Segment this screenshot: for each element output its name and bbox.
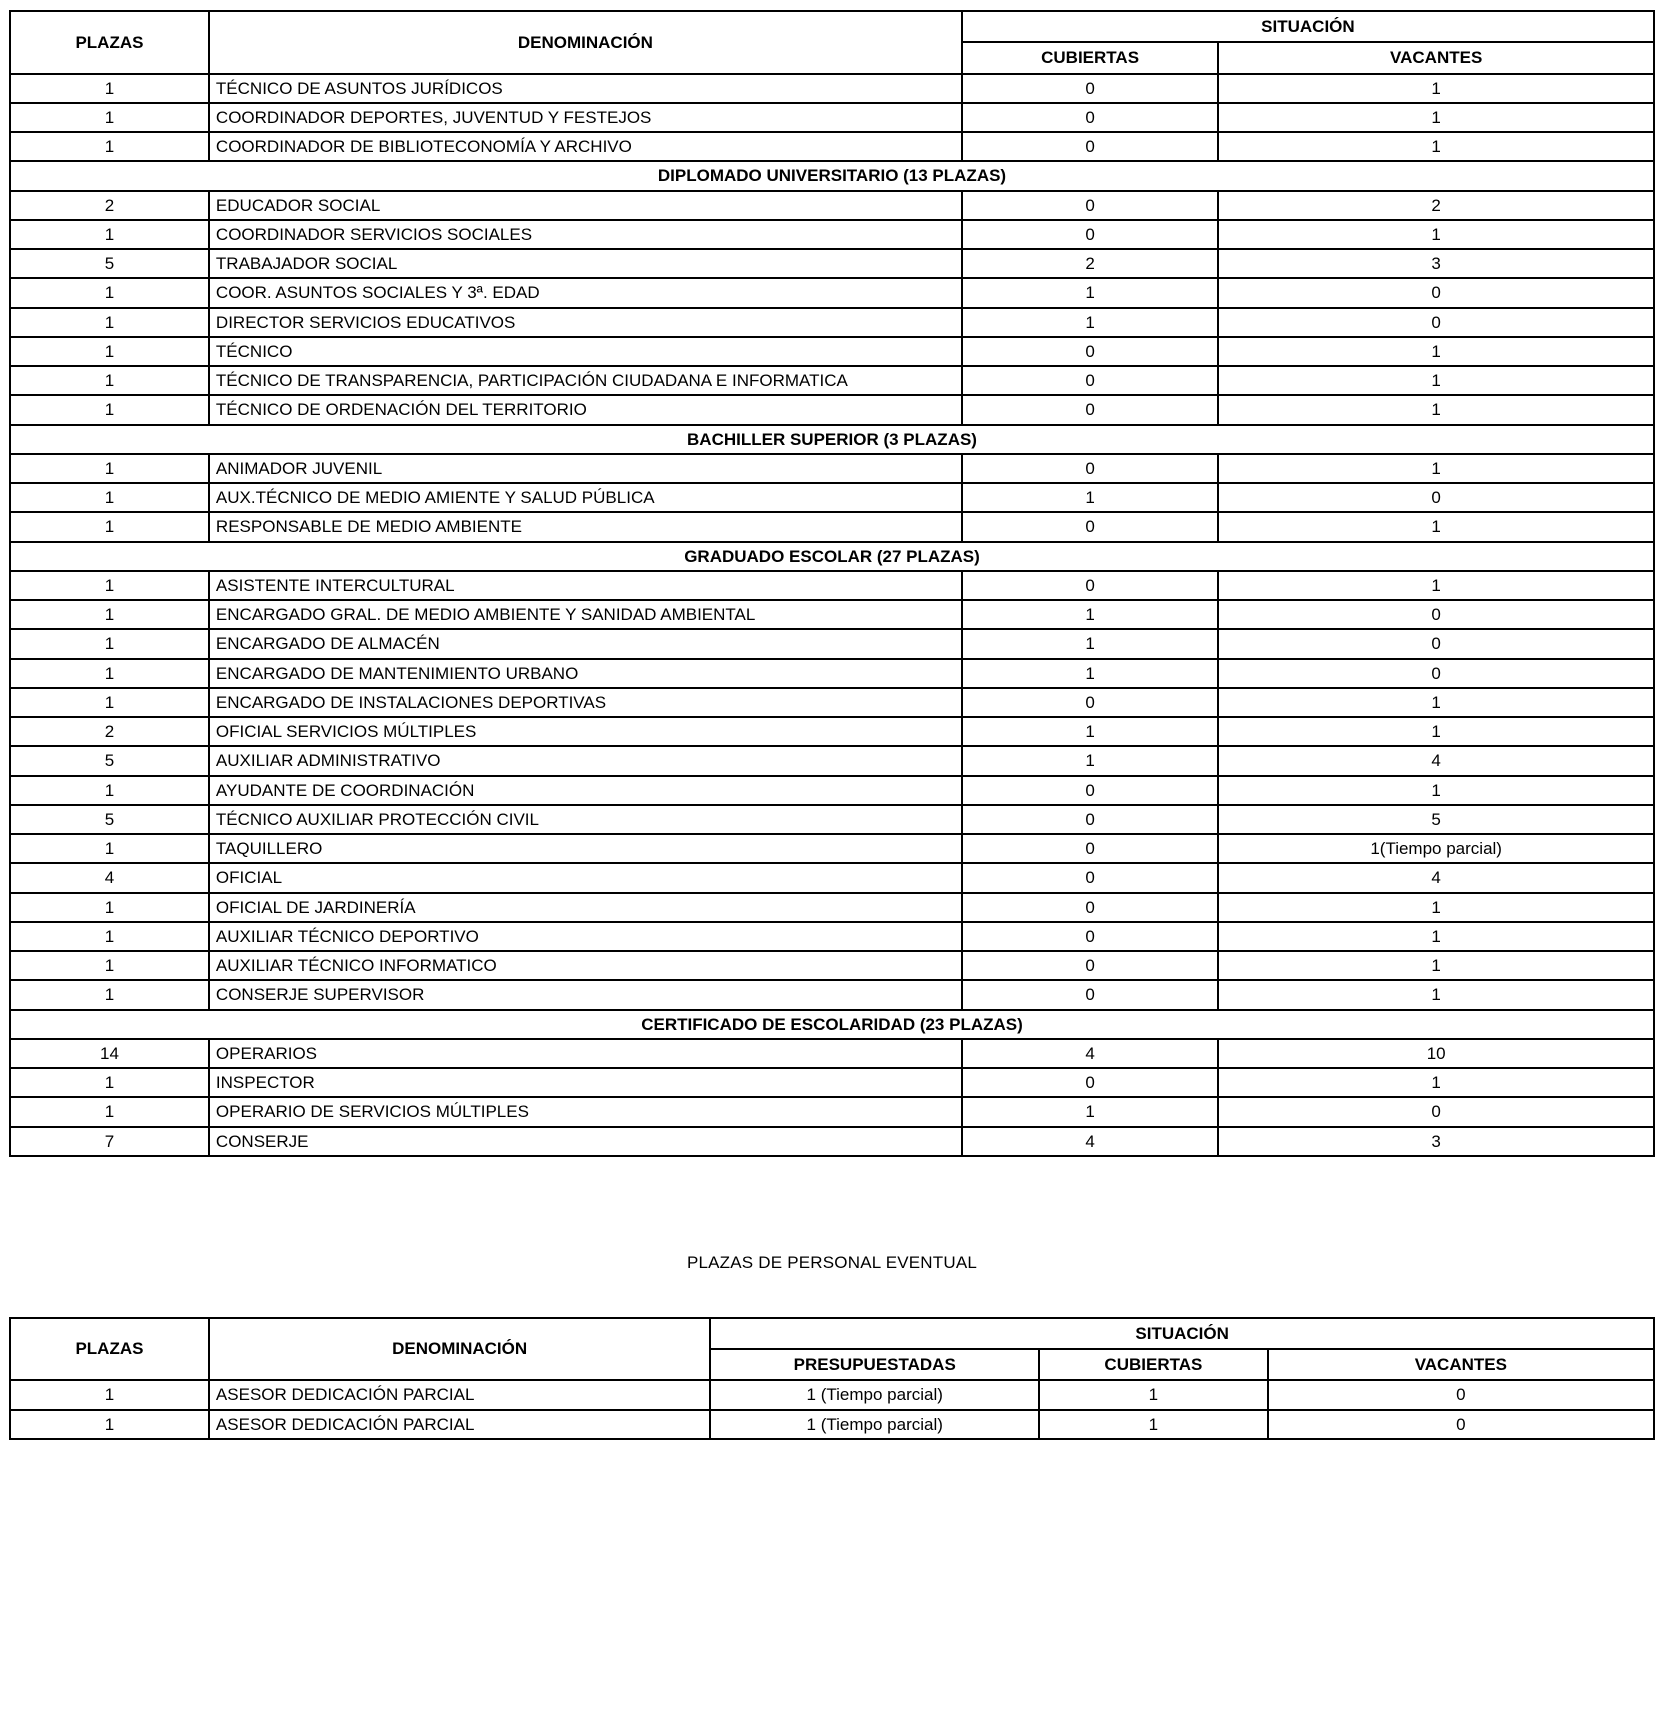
cell-cubiertas: 0 xyxy=(962,132,1218,161)
cell-denominacion: INSPECTOR xyxy=(209,1068,962,1097)
table-row xyxy=(10,1039,1654,1068)
cell-denominacion: ANIMADOR JUVENIL xyxy=(209,454,962,483)
table-row xyxy=(10,863,1654,892)
cell-plazas: 1 xyxy=(10,834,209,863)
cell-denominacion: ENCARGADO DE INSTALACIONES DEPORTIVAS xyxy=(209,688,962,717)
section-row xyxy=(10,1010,1654,1039)
cell-denominacion: ASESOR DEDICACIÓN PARCIAL xyxy=(209,1410,710,1439)
table-row xyxy=(10,366,1654,395)
cell-plazas: 1 xyxy=(10,980,209,1009)
cell-plazas: 1 xyxy=(10,1380,209,1409)
cell-plazas: 1 xyxy=(10,1097,209,1126)
cell-cubiertas: 0 xyxy=(962,366,1218,395)
cell-cubiertas: 1 xyxy=(962,308,1218,337)
cell-denominacion: ASESOR DEDICACIÓN PARCIAL xyxy=(209,1380,710,1409)
cell-denominacion: EDUCADOR SOCIAL xyxy=(209,191,962,220)
cell-plazas: 7 xyxy=(10,1127,209,1156)
table-row xyxy=(10,688,1654,717)
cell-cubiertas: 0 xyxy=(962,191,1218,220)
table-row xyxy=(10,600,1654,629)
cell-cubiertas: 0 xyxy=(962,512,1218,541)
col-header-vacantes: VACANTES xyxy=(1268,1349,1654,1380)
cell-denominacion: OFICIAL xyxy=(209,863,962,892)
cell-plazas: 1 xyxy=(10,951,209,980)
cell-denominacion: TÉCNICO xyxy=(209,337,962,366)
table-row xyxy=(10,746,1654,775)
cell-denominacion: TÉCNICO DE ASUNTOS JURÍDICOS xyxy=(209,74,962,103)
cell-plazas: 14 xyxy=(10,1039,209,1068)
cell-cubiertas: 0 xyxy=(962,776,1218,805)
staff-table-header xyxy=(10,11,1654,74)
cell-cubiertas: 1 xyxy=(962,278,1218,307)
cell-cubiertas: 0 xyxy=(962,571,1218,600)
cell-denominacion: COOR. ASUNTOS SOCIALES Y 3ª. EDAD xyxy=(209,278,962,307)
cell-denominacion: OFICIAL DE JARDINERÍA xyxy=(209,893,962,922)
eventual-positions-table xyxy=(9,1317,1655,1440)
cell-denominacion: DIRECTOR SERVICIOS EDUCATIVOS xyxy=(209,308,962,337)
cell-vacantes: 1 xyxy=(1218,395,1654,424)
table-row xyxy=(10,220,1654,249)
cell-cubiertas: 4 xyxy=(962,1039,1218,1068)
table-row xyxy=(10,1410,1654,1439)
cell-vacantes: 1 xyxy=(1218,571,1654,600)
cell-vacantes: 1 xyxy=(1218,132,1654,161)
cell-plazas: 1 xyxy=(10,629,209,658)
cell-vacantes: 3 xyxy=(1218,249,1654,278)
table-row xyxy=(10,395,1654,424)
cell-plazas: 1 xyxy=(10,337,209,366)
cell-denominacion: RESPONSABLE DE MEDIO AMBIENTE xyxy=(209,512,962,541)
cell-vacantes: 0 xyxy=(1218,483,1654,512)
table-row xyxy=(10,776,1654,805)
table-row xyxy=(10,1380,1654,1409)
cell-cubiertas: 4 xyxy=(962,1127,1218,1156)
table-row xyxy=(10,1127,1654,1156)
cell-denominacion: TÉCNICO DE ORDENACIÓN DEL TERRITORIO xyxy=(209,395,962,424)
cell-plazas: 1 xyxy=(10,922,209,951)
cell-cubiertas: 1 xyxy=(962,629,1218,658)
cell-cubiertas: 1 xyxy=(962,659,1218,688)
table-row xyxy=(10,834,1654,863)
cell-vacantes: 0 xyxy=(1218,278,1654,307)
cell-plazas: 1 xyxy=(10,600,209,629)
cell-vacantes: 0 xyxy=(1268,1380,1654,1409)
cell-denominacion: TÉCNICO AUXILIAR PROTECCIÓN CIVIL xyxy=(209,805,962,834)
cell-denominacion: COORDINADOR SERVICIOS SOCIALES xyxy=(209,220,962,249)
table-row xyxy=(10,1097,1654,1126)
cell-plazas: 1 xyxy=(10,1068,209,1097)
cell-cubiertas: 0 xyxy=(962,688,1218,717)
cell-cubiertas: 0 xyxy=(962,922,1218,951)
cell-cubiertas: 0 xyxy=(962,980,1218,1009)
cell-cubiertas: 0 xyxy=(962,1068,1218,1097)
cell-plazas: 1 xyxy=(10,1410,209,1439)
cell-plazas: 1 xyxy=(10,893,209,922)
cell-vacantes: 1 xyxy=(1218,893,1654,922)
cell-vacantes: 1 xyxy=(1218,980,1654,1009)
cell-cubiertas: 0 xyxy=(962,951,1218,980)
cell-vacantes: 1 xyxy=(1218,366,1654,395)
col-header-plazas: PLAZAS xyxy=(10,1318,209,1381)
cell-plazas: 1 xyxy=(10,776,209,805)
cell-vacantes: 1 xyxy=(1218,512,1654,541)
col-header-situacion: SITUACIÓN xyxy=(962,11,1654,42)
cell-cubiertas: 0 xyxy=(962,395,1218,424)
col-header-denominacion: DENOMINACIÓN xyxy=(209,1318,710,1381)
cell-presupuestadas: 1 (Tiempo parcial) xyxy=(710,1380,1039,1409)
cell-plazas: 2 xyxy=(10,717,209,746)
cell-vacantes: 1 xyxy=(1218,103,1654,132)
cell-plazas: 4 xyxy=(10,863,209,892)
cell-cubiertas: 0 xyxy=(962,74,1218,103)
cell-denominacion: TAQUILLERO xyxy=(209,834,962,863)
table-row xyxy=(10,659,1654,688)
cell-plazas: 1 xyxy=(10,483,209,512)
cell-plazas: 1 xyxy=(10,366,209,395)
cell-vacantes: 10 xyxy=(1218,1039,1654,1068)
cell-vacantes: 3 xyxy=(1218,1127,1654,1156)
table-row xyxy=(10,454,1654,483)
cell-denominacion: TRABAJADOR SOCIAL xyxy=(209,249,962,278)
cell-plazas: 1 xyxy=(10,103,209,132)
table-row xyxy=(10,980,1654,1009)
cell-vacantes: 0 xyxy=(1218,629,1654,658)
cell-vacantes: 1 xyxy=(1218,951,1654,980)
cell-vacantes: 0 xyxy=(1268,1410,1654,1439)
cell-cubiertas: 1 xyxy=(1039,1410,1268,1439)
cell-plazas: 1 xyxy=(10,278,209,307)
cell-denominacion: OPERARIOS xyxy=(209,1039,962,1068)
col-header-denominacion: DENOMINACIÓN xyxy=(209,11,962,74)
cell-denominacion: AUXILIAR TÉCNICO INFORMATICO xyxy=(209,951,962,980)
eventual-section-title: PLAZAS DE PERSONAL EVENTUAL xyxy=(686,1252,978,1272)
cell-vacantes: 1 xyxy=(1218,74,1654,103)
section-label: CERTIFICADO DE ESCOLARIDAD (23 PLAZAS) xyxy=(10,1010,1654,1039)
cell-cubiertas: 0 xyxy=(962,834,1218,863)
staff-table-body xyxy=(10,74,1654,1156)
cell-plazas: 1 xyxy=(10,688,209,717)
cell-cubiertas: 0 xyxy=(962,893,1218,922)
table-row xyxy=(10,337,1654,366)
table-row xyxy=(10,249,1654,278)
cell-denominacion: OPERARIO DE SERVICIOS MÚLTIPLES xyxy=(209,1097,962,1126)
cell-cubiertas: 1 xyxy=(962,717,1218,746)
cell-presupuestadas: 1 (Tiempo parcial) xyxy=(710,1410,1039,1439)
header-row-1 xyxy=(10,11,1654,42)
cell-plazas: 5 xyxy=(10,249,209,278)
cell-plazas: 1 xyxy=(10,659,209,688)
table-row xyxy=(10,951,1654,980)
cell-cubiertas: 0 xyxy=(962,805,1218,834)
cell-cubiertas: 0 xyxy=(962,863,1218,892)
cell-denominacion: ENCARGADO DE MANTENIMIENTO URBANO xyxy=(209,659,962,688)
table-row xyxy=(10,717,1654,746)
cell-vacantes: 0 xyxy=(1218,1097,1654,1126)
table-row xyxy=(10,805,1654,834)
cell-plazas: 1 xyxy=(10,512,209,541)
cell-vacantes: 1 xyxy=(1218,717,1654,746)
section-label: GRADUADO ESCOLAR (27 PLAZAS) xyxy=(10,542,1654,571)
col-header-cubiertas: CUBIERTAS xyxy=(1039,1349,1268,1380)
cell-plazas: 1 xyxy=(10,395,209,424)
cell-vacantes: 1 xyxy=(1218,454,1654,483)
cell-cubiertas: 0 xyxy=(962,220,1218,249)
col-header-cubiertas: CUBIERTAS xyxy=(962,42,1218,73)
cell-cubiertas: 1 xyxy=(962,600,1218,629)
eventual-table-header xyxy=(10,1318,1654,1381)
col-header-plazas: PLAZAS xyxy=(10,11,209,74)
cell-plazas: 5 xyxy=(10,746,209,775)
cell-denominacion: ENCARGADO GRAL. DE MEDIO AMBIENTE Y SANIDAD AMBIENTAL xyxy=(209,600,962,629)
cell-vacantes: 0 xyxy=(1218,600,1654,629)
cell-vacantes: 5 xyxy=(1218,805,1654,834)
col-header-situacion: SITUACIÓN xyxy=(710,1318,1654,1349)
cell-denominacion: CONSERJE xyxy=(209,1127,962,1156)
header-row-1 xyxy=(10,1318,1654,1349)
cell-vacantes: 1 xyxy=(1218,688,1654,717)
cell-plazas: 1 xyxy=(10,74,209,103)
cell-vacantes: 4 xyxy=(1218,863,1654,892)
cell-plazas: 1 xyxy=(10,308,209,337)
cell-vacantes: 2 xyxy=(1218,191,1654,220)
cell-vacantes: 1(Tiempo parcial) xyxy=(1218,834,1654,863)
cell-denominacion: OFICIAL SERVICIOS MÚLTIPLES xyxy=(209,717,962,746)
section-row xyxy=(10,542,1654,571)
section-label: BACHILLER SUPERIOR (3 PLAZAS) xyxy=(10,425,1654,454)
cell-plazas: 5 xyxy=(10,805,209,834)
col-header-vacantes: VACANTES xyxy=(1218,42,1654,73)
col-header-presupuestadas: PRESUPUESTADAS xyxy=(710,1349,1039,1380)
cell-cubiertas: 1 xyxy=(1039,1380,1268,1409)
table-row xyxy=(10,1068,1654,1097)
table-row xyxy=(10,512,1654,541)
cell-vacantes: 0 xyxy=(1218,308,1654,337)
section-row xyxy=(10,425,1654,454)
cell-denominacion: COORDINADOR DE BIBLIOTECONOMÍA Y ARCHIVO xyxy=(209,132,962,161)
table-row xyxy=(10,103,1654,132)
cell-denominacion: COORDINADOR DEPORTES, JUVENTUD Y FESTEJOS xyxy=(209,103,962,132)
cell-denominacion: AYUDANTE DE COORDINACIÓN xyxy=(209,776,962,805)
table-row xyxy=(10,74,1654,103)
table-row xyxy=(10,893,1654,922)
section-row xyxy=(10,161,1654,190)
cell-denominacion: ENCARGADO DE ALMACÉN xyxy=(209,629,962,658)
cell-cubiertas: 1 xyxy=(962,746,1218,775)
table-row xyxy=(10,308,1654,337)
table-row xyxy=(10,922,1654,951)
cell-vacantes: 1 xyxy=(1218,337,1654,366)
cell-vacantes: 1 xyxy=(1218,776,1654,805)
cell-cubiertas: 0 xyxy=(962,337,1218,366)
cell-denominacion: TÉCNICO DE TRANSPARENCIA, PARTICIPACIÓN CIUDADANA E INFORMATICA xyxy=(209,366,962,395)
eventual-table-body xyxy=(10,1380,1654,1439)
table-row xyxy=(10,278,1654,307)
cell-vacantes: 4 xyxy=(1218,746,1654,775)
cell-denominacion: AUXILIAR ADMINISTRATIVO xyxy=(209,746,962,775)
table-row xyxy=(10,191,1654,220)
cell-vacantes: 1 xyxy=(1218,220,1654,249)
cell-denominacion: CONSERJE SUPERVISOR xyxy=(209,980,962,1009)
cell-cubiertas: 0 xyxy=(962,454,1218,483)
cell-denominacion: AUXILIAR TÉCNICO DEPORTIVO xyxy=(209,922,962,951)
cell-plazas: 1 xyxy=(10,220,209,249)
cell-plazas: 1 xyxy=(10,454,209,483)
cell-cubiertas: 2 xyxy=(962,249,1218,278)
cell-vacantes: 0 xyxy=(1218,659,1654,688)
cell-plazas: 1 xyxy=(10,571,209,600)
cell-cubiertas: 1 xyxy=(962,483,1218,512)
cell-denominacion: AUX.TÉCNICO DE MEDIO AMIENTE Y SALUD PÚBLICA xyxy=(209,483,962,512)
cell-vacantes: 1 xyxy=(1218,922,1654,951)
table-row xyxy=(10,483,1654,512)
table-row xyxy=(10,571,1654,600)
cell-vacantes: 1 xyxy=(1218,1068,1654,1097)
cell-cubiertas: 1 xyxy=(962,1097,1218,1126)
table-row xyxy=(10,132,1654,161)
table-row xyxy=(10,629,1654,658)
cell-plazas: 1 xyxy=(10,132,209,161)
staff-positions-table xyxy=(9,10,1655,1157)
cell-cubiertas: 0 xyxy=(962,103,1218,132)
cell-plazas: 2 xyxy=(10,191,209,220)
cell-denominacion: ASISTENTE INTERCULTURAL xyxy=(209,571,962,600)
section-label: DIPLOMADO UNIVERSITARIO (13 PLAZAS) xyxy=(10,161,1654,190)
